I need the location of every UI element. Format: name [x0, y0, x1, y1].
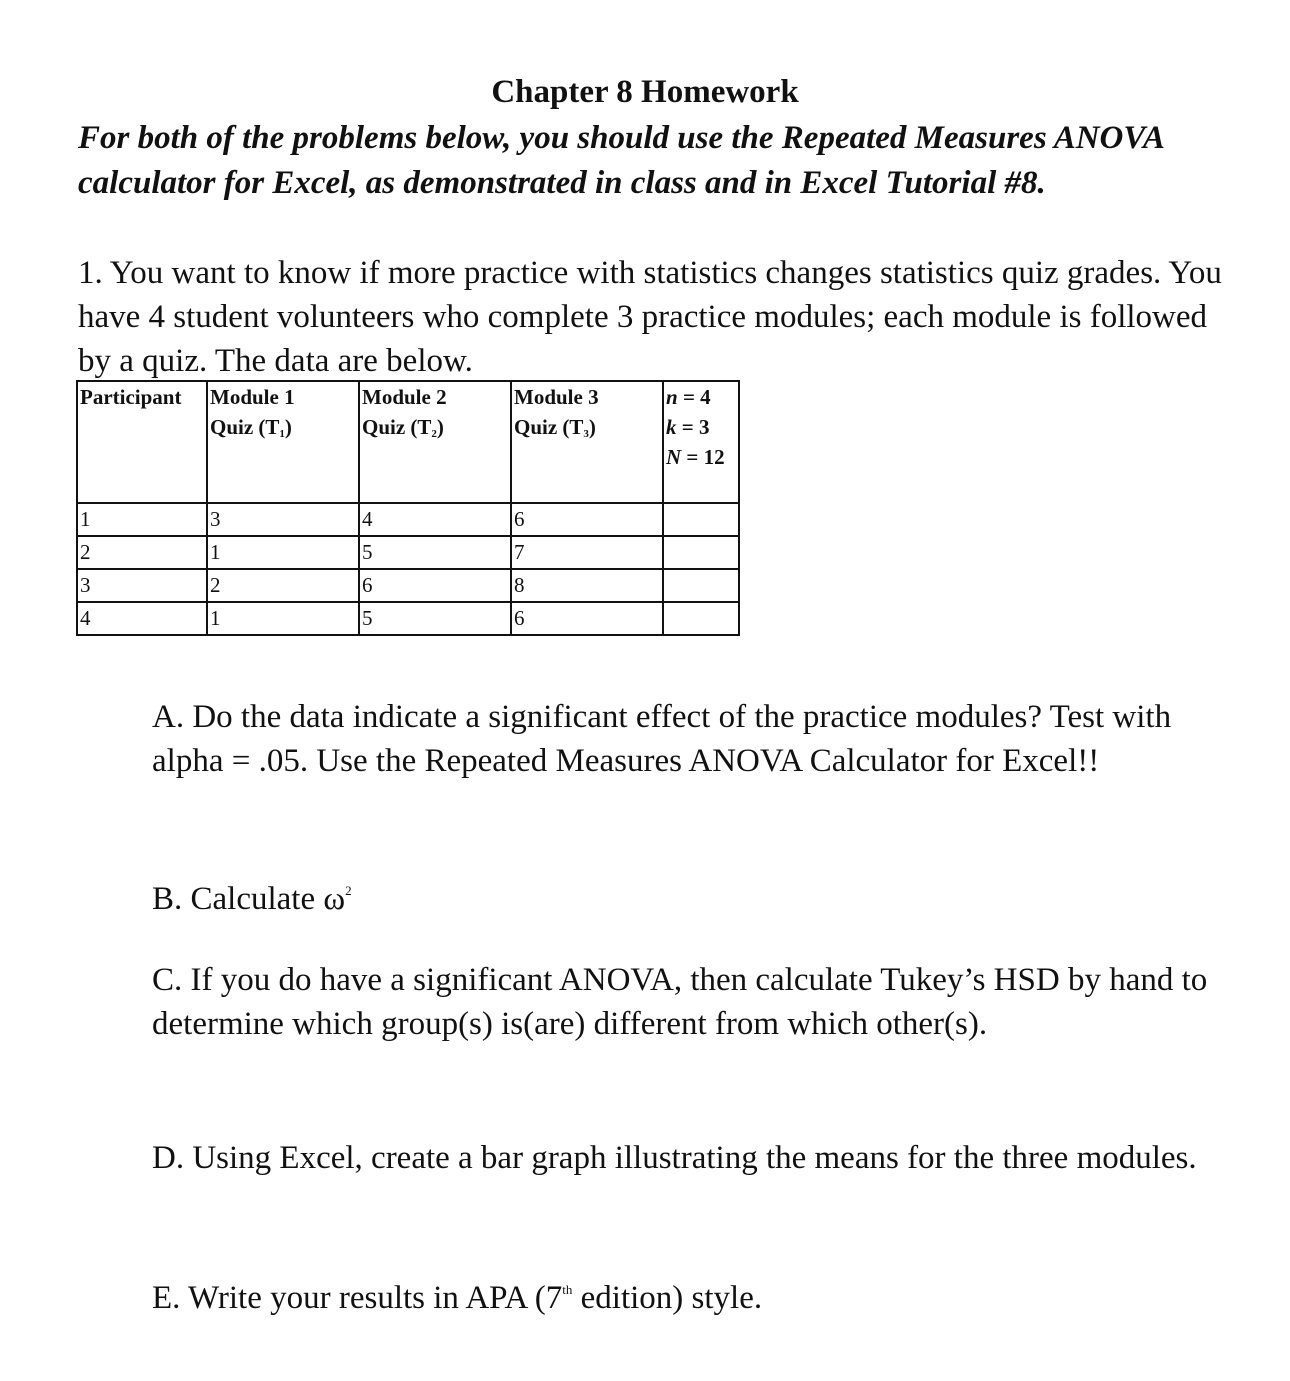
table-cell: [663, 569, 739, 602]
stat-var: n: [666, 385, 678, 409]
table-cell: 6: [511, 503, 663, 536]
header-label: Participant: [80, 385, 182, 409]
question-b: [152, 869, 1232, 921]
header-subscript: 3: [583, 428, 589, 440]
question-b-text: B. Calculate ω: [152, 881, 346, 917]
stat-val: = 4: [677, 385, 711, 409]
header-label: Module 3: [514, 385, 599, 409]
table-cell: 4: [77, 602, 207, 635]
header-label: Quiz (T: [362, 415, 432, 439]
question-e: [152, 1268, 1232, 1320]
header-label: Quiz (T: [514, 415, 584, 439]
superscript: th: [562, 1282, 573, 1297]
table-row: [77, 602, 739, 635]
table-cell: [663, 536, 739, 569]
question-a: A. Do the data indicate a significant effect of the practice modules? Test with alpha = .05. Use the Repeated Measures ANOVA Calculator for Excel!!: [152, 699, 1172, 779]
header-label: Quiz (T: [210, 415, 280, 439]
header-subscript: 2: [431, 428, 437, 440]
table-cell: 6: [511, 602, 663, 635]
table-cell: 7: [511, 536, 663, 569]
data-table: [76, 380, 740, 636]
table-cell: 1: [207, 602, 359, 635]
header-participant: [77, 381, 207, 503]
header-label: ): [588, 415, 596, 439]
table-cell: 1: [77, 503, 207, 536]
header-module-3: [511, 381, 663, 503]
table-cell: 5: [359, 536, 511, 569]
header-subscript: 1: [279, 428, 285, 440]
table-cell: 3: [77, 569, 207, 602]
question-e-text: edition) style.: [572, 1280, 763, 1316]
table-cell: 3: [207, 503, 359, 536]
instructions: For both of the problems below, you should use the Repeated Measures ANOVA calculator for Excel, as demonstrated in class and in Excel Tutorial #8.: [78, 120, 1164, 201]
table-row: [77, 569, 739, 602]
stat-val: = 12: [681, 445, 725, 469]
stat-val: = 3: [676, 415, 710, 439]
table-row: [77, 503, 739, 536]
problem-1-text: 1. You want to know if more practice with statistics changes statistics quiz grades. You have 4 student volunteers who complete 3 practice modules; each module is followed by a quiz. The data are below.: [78, 255, 1222, 379]
table-cell: 2: [207, 569, 359, 602]
question-c: C. If you do have a significant ANOVA, then calculate Tukey’s HSD by hand to determine which group(s) is(are) different from which other(s).: [152, 962, 1208, 1042]
header-label: ): [284, 415, 292, 439]
table-cell: [663, 602, 739, 635]
stat-var: N: [666, 445, 682, 469]
table-cell: 2: [77, 536, 207, 569]
header-label: Module 1: [210, 385, 295, 409]
question-e-text: E. Write your results in APA (7: [152, 1280, 563, 1316]
header-module-2: [359, 381, 511, 503]
table-header-row: [77, 381, 739, 503]
table-cell: 5: [359, 602, 511, 635]
table-cell: 1: [207, 536, 359, 569]
table-row: [77, 536, 739, 569]
header-stats: [663, 381, 739, 503]
table-cell: 4: [359, 503, 511, 536]
superscript: 2: [345, 883, 352, 898]
header-module-1: [207, 381, 359, 503]
table-cell: 8: [511, 569, 663, 602]
header-label: ): [436, 415, 444, 439]
table-cell: [663, 503, 739, 536]
page-title: Chapter 8 Homework: [491, 74, 799, 110]
table-cell: 6: [359, 569, 511, 602]
stat-var: k: [666, 415, 677, 439]
header-label: Module 2: [362, 385, 447, 409]
question-d: D. Using Excel, create a bar graph illustrating the means for the three modules.: [152, 1140, 1197, 1176]
